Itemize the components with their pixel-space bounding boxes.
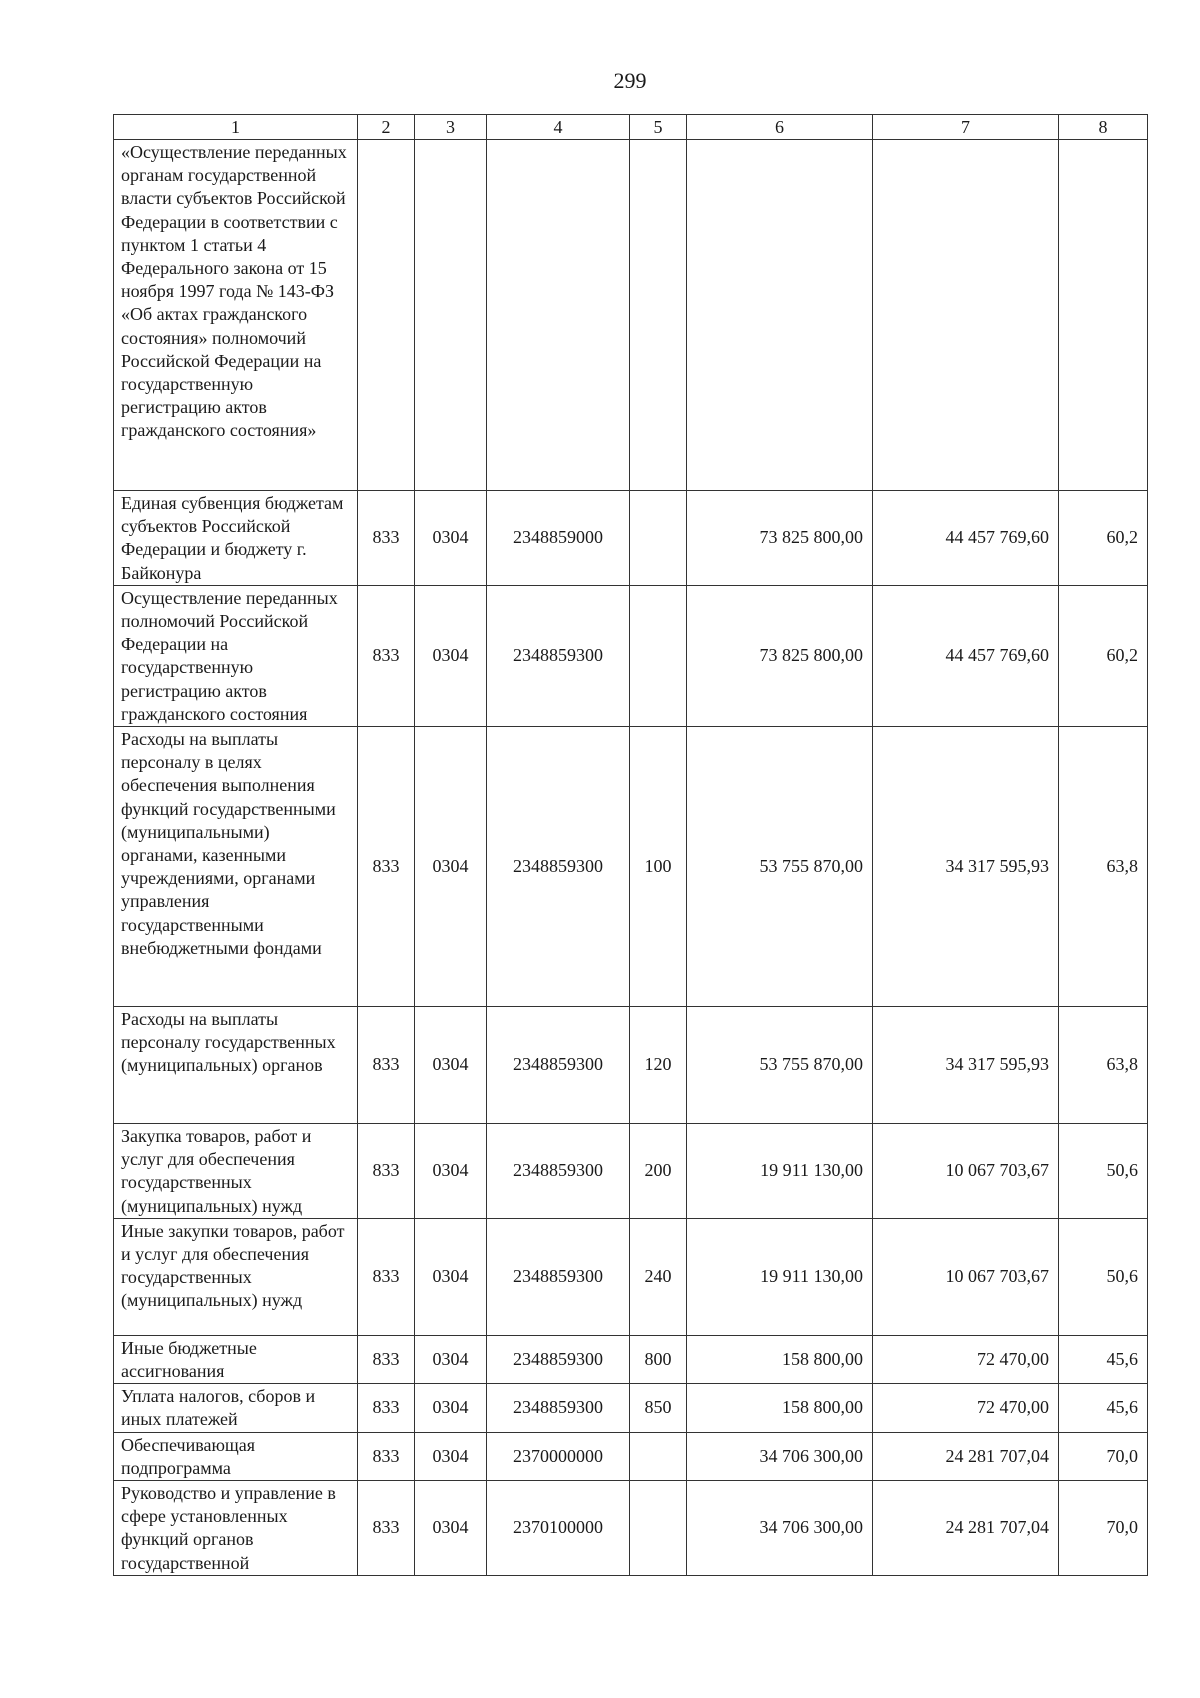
cell-chapter: 833 bbox=[358, 1218, 415, 1335]
cell-chapter: 833 bbox=[358, 1007, 415, 1124]
cell-approved-amount: 73 825 800,00 bbox=[687, 491, 873, 586]
cell-chapter bbox=[358, 140, 415, 491]
cell-target-article: 2370100000 bbox=[487, 1481, 630, 1576]
cell-expense-type bbox=[630, 1481, 687, 1576]
cell-executed-amount: 44 457 769,60 bbox=[873, 491, 1059, 586]
column-header: 8 bbox=[1059, 115, 1148, 140]
cell-executed-amount: 24 281 707,04 bbox=[873, 1481, 1059, 1576]
table-row bbox=[114, 1124, 1148, 1219]
row-description: Иные закупки товаров, работ и услуг для обеспечения государственных (муниципальных) нужд bbox=[114, 1218, 358, 1335]
cell-percent: 70,0 bbox=[1059, 1481, 1148, 1576]
cell-approved-amount: 53 755 870,00 bbox=[687, 727, 873, 1007]
cell-percent: 50,6 bbox=[1059, 1218, 1148, 1335]
column-header: 5 bbox=[630, 115, 687, 140]
cell-section: 0304 bbox=[415, 1124, 487, 1219]
cell-section: 0304 bbox=[415, 491, 487, 586]
cell-percent: 60,2 bbox=[1059, 491, 1148, 586]
cell-target-article: 2348859300 bbox=[487, 727, 630, 1007]
cell-section: 0304 bbox=[415, 1218, 487, 1335]
column-header: 3 bbox=[415, 115, 487, 140]
cell-section: 0304 bbox=[415, 1007, 487, 1124]
column-header: 2 bbox=[358, 115, 415, 140]
cell-executed-amount: 10 067 703,67 bbox=[873, 1124, 1059, 1219]
cell-chapter: 833 bbox=[358, 1481, 415, 1576]
cell-expense-type: 100 bbox=[630, 727, 687, 1007]
cell-percent: 50,6 bbox=[1059, 1124, 1148, 1219]
table-row bbox=[114, 585, 1148, 726]
cell-target-article: 2348859000 bbox=[487, 491, 630, 586]
cell-expense-type bbox=[630, 140, 687, 491]
table-row bbox=[114, 1218, 1148, 1335]
cell-target-article: 2348859300 bbox=[487, 585, 630, 726]
table-row bbox=[114, 1481, 1148, 1576]
cell-approved-amount: 53 755 870,00 bbox=[687, 1007, 873, 1124]
table-row bbox=[114, 491, 1148, 586]
cell-executed-amount bbox=[873, 140, 1059, 491]
table-header-row bbox=[114, 115, 1148, 140]
cell-percent: 63,8 bbox=[1059, 1007, 1148, 1124]
cell-expense-type: 240 bbox=[630, 1218, 687, 1335]
cell-chapter: 833 bbox=[358, 727, 415, 1007]
row-description: Уплата налогов, сборов и иных платежей bbox=[114, 1384, 358, 1432]
column-header: 4 bbox=[487, 115, 630, 140]
column-header: 1 bbox=[114, 115, 358, 140]
cell-expense-type: 850 bbox=[630, 1384, 687, 1432]
cell-section: 0304 bbox=[415, 727, 487, 1007]
cell-executed-amount: 24 281 707,04 bbox=[873, 1432, 1059, 1480]
cell-percent: 45,6 bbox=[1059, 1384, 1148, 1432]
row-description: «Осуществление переданных органам государственной власти субъектов Российской Федерации в соответствии с пунктом 1 статьи 4 Федерального закона от 15 ноября 1997 года № 143-ФЗ «Об актах гражданского состояния» полномочий Российской Федерации на государственную регистрацию актов гражданского состояния» bbox=[114, 140, 358, 491]
row-description: Руководство и управление в сфере установленных функций органов государственной bbox=[114, 1481, 358, 1576]
cell-percent bbox=[1059, 140, 1148, 491]
cell-approved-amount: 158 800,00 bbox=[687, 1335, 873, 1383]
cell-section: 0304 bbox=[415, 1481, 487, 1576]
table-row bbox=[114, 1007, 1148, 1124]
cell-percent: 45,6 bbox=[1059, 1335, 1148, 1383]
cell-approved-amount: 34 706 300,00 bbox=[687, 1481, 873, 1576]
cell-expense-type: 800 bbox=[630, 1335, 687, 1383]
column-header: 7 bbox=[873, 115, 1059, 140]
cell-expense-type: 200 bbox=[630, 1124, 687, 1219]
page-number: 299 bbox=[613, 68, 647, 93]
budget-table bbox=[113, 114, 1148, 1576]
cell-executed-amount: 72 470,00 bbox=[873, 1335, 1059, 1383]
cell-approved-amount: 73 825 800,00 bbox=[687, 585, 873, 726]
cell-percent: 70,0 bbox=[1059, 1432, 1148, 1480]
cell-target-article: 2348859300 bbox=[487, 1007, 630, 1124]
cell-target-article: 2348859300 bbox=[487, 1335, 630, 1383]
row-description: Обеспечивающая подпрограмма bbox=[114, 1432, 358, 1480]
cell-chapter: 833 bbox=[358, 1335, 415, 1383]
cell-chapter: 833 bbox=[358, 585, 415, 726]
cell-target-article: 2348859300 bbox=[487, 1218, 630, 1335]
table-row bbox=[114, 1432, 1148, 1480]
cell-expense-type bbox=[630, 585, 687, 726]
cell-approved-amount bbox=[687, 140, 873, 491]
row-description: Расходы на выплаты персоналу в целях обеспечения выполнения функций государственными (муниципальными) органами, казенными учреждениями, органами управления государственными внебюджетными фондами bbox=[114, 727, 358, 1007]
cell-expense-type bbox=[630, 1432, 687, 1480]
cell-chapter: 833 bbox=[358, 491, 415, 586]
row-description: Расходы на выплаты персоналу государственных (муниципальных) органов bbox=[114, 1007, 358, 1124]
row-description: Осуществление переданных полномочий Российской Федерации на государственную регистрацию актов гражданского состояния bbox=[114, 585, 358, 726]
cell-approved-amount: 158 800,00 bbox=[687, 1384, 873, 1432]
table-row bbox=[114, 727, 1148, 1007]
cell-approved-amount: 19 911 130,00 bbox=[687, 1124, 873, 1219]
cell-percent: 60,2 bbox=[1059, 585, 1148, 726]
cell-chapter: 833 bbox=[358, 1432, 415, 1480]
cell-approved-amount: 34 706 300,00 bbox=[687, 1432, 873, 1480]
cell-target-article: 2370000000 bbox=[487, 1432, 630, 1480]
cell-section: 0304 bbox=[415, 1432, 487, 1480]
cell-executed-amount: 72 470,00 bbox=[873, 1384, 1059, 1432]
cell-expense-type: 120 bbox=[630, 1007, 687, 1124]
cell-percent: 63,8 bbox=[1059, 727, 1148, 1007]
cell-approved-amount: 19 911 130,00 bbox=[687, 1218, 873, 1335]
cell-target-article bbox=[487, 140, 630, 491]
table-row bbox=[114, 140, 1148, 491]
cell-chapter: 833 bbox=[358, 1384, 415, 1432]
cell-section: 0304 bbox=[415, 1335, 487, 1383]
column-header: 6 bbox=[687, 115, 873, 140]
cell-executed-amount: 44 457 769,60 bbox=[873, 585, 1059, 726]
cell-executed-amount: 34 317 595,93 bbox=[873, 727, 1059, 1007]
table-row bbox=[114, 1384, 1148, 1432]
cell-target-article: 2348859300 bbox=[487, 1124, 630, 1219]
cell-chapter: 833 bbox=[358, 1124, 415, 1219]
cell-section: 0304 bbox=[415, 585, 487, 726]
cell-section: 0304 bbox=[415, 1384, 487, 1432]
cell-section bbox=[415, 140, 487, 491]
row-description: Единая субвенция бюджетам субъектов Российской Федерации и бюджету г. Байконура bbox=[114, 491, 358, 586]
cell-executed-amount: 10 067 703,67 bbox=[873, 1218, 1059, 1335]
cell-executed-amount: 34 317 595,93 bbox=[873, 1007, 1059, 1124]
cell-expense-type bbox=[630, 491, 687, 586]
table-row bbox=[114, 1335, 1148, 1383]
row-description: Иные бюджетные ассигнования bbox=[114, 1335, 358, 1383]
cell-target-article: 2348859300 bbox=[487, 1384, 630, 1432]
row-description: Закупка товаров, работ и услуг для обеспечения государственных (муниципальных) нужд bbox=[114, 1124, 358, 1219]
